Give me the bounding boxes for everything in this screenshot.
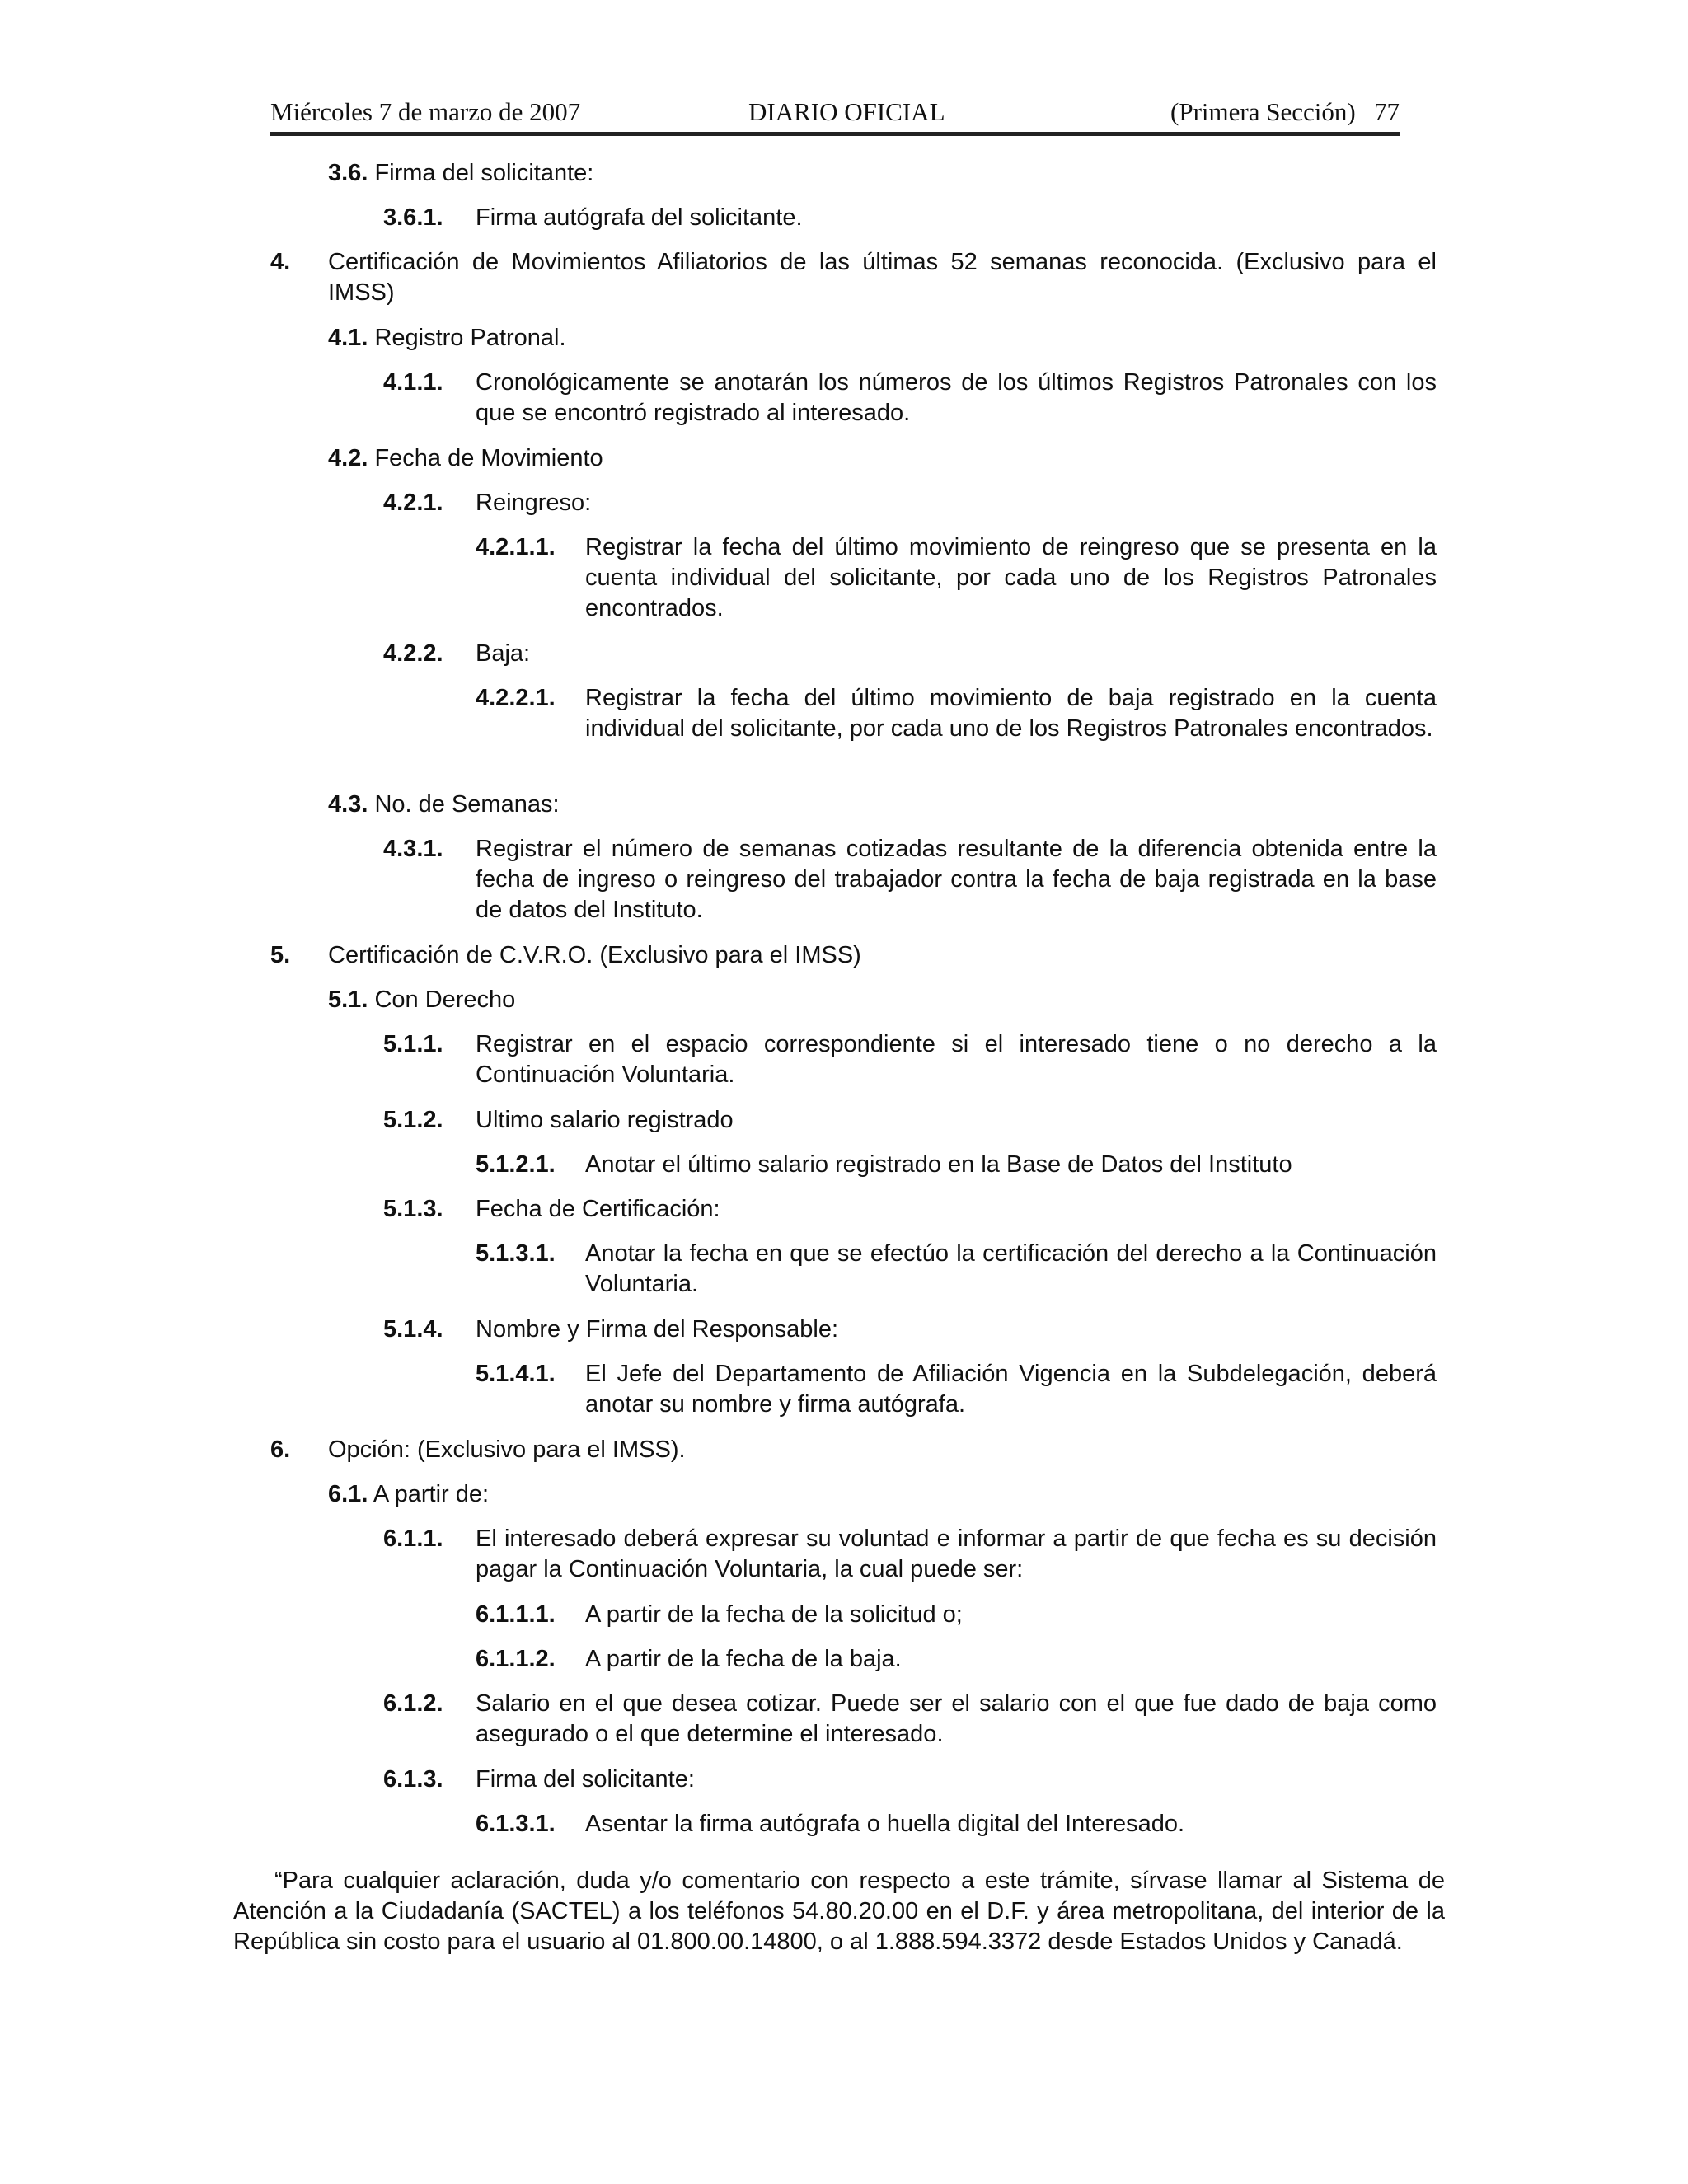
item-number: 5.1.2. (383, 1107, 443, 1133)
item-number: 4.2.1. (383, 490, 443, 516)
item-text: El Jefe del Departamento de Afiliación Vigencia en la Subdelegación, deberá anotar su nombre y firma autógrafa. (585, 1361, 1437, 1418)
list-item-5-1-2 (383, 1105, 1437, 1136)
item-number: 5.1.3. (383, 1196, 443, 1222)
item-text: Certificación de Movimientos Afiliatorios de las últimas 52 semanas reconocida. (Exclusivo para el IMSS) (328, 249, 1437, 306)
list-item-4 (270, 247, 1437, 308)
page-header (270, 92, 1400, 136)
item-text: A partir de: (373, 1481, 490, 1507)
list-item-5-1-1 (383, 1029, 1437, 1090)
item-number: 5.1.4.1. (476, 1361, 556, 1387)
item-text: Con Derecho (374, 987, 516, 1013)
item-number: 5.1.4. (383, 1316, 443, 1343)
item-number: 4.1. (328, 325, 368, 351)
list-item-6-1-1-1 (476, 1600, 1437, 1630)
item-text: A partir de la fecha de la baja. (585, 1646, 902, 1672)
list-item-6 (270, 1435, 1437, 1465)
list-item-5-1-2-1 (476, 1150, 1437, 1180)
item-text: Registrar la fecha del último movimiento de baja registrado en la cuenta individual del solicitante, por cada uno de los Registros Patronales encontrados. (585, 685, 1437, 742)
item-text: Fecha de Movimiento (374, 445, 603, 471)
header-journal-title: DIARIO OFICIAL (748, 97, 945, 126)
list-item-4-1-1 (383, 368, 1437, 429)
list-item-6-1-2 (383, 1689, 1437, 1750)
list-item-4-2-1-1 (476, 532, 1437, 624)
list-item-5-1-4 (383, 1315, 1437, 1345)
item-number: 4.2.1.1. (476, 534, 556, 560)
item-number: 6.1.3.1. (476, 1811, 556, 1837)
list-item-4-2 (328, 443, 1437, 474)
item-number: 4. (270, 249, 291, 275)
list-item-4-3 (328, 790, 1437, 820)
header-section: (Primera Sección) (1170, 97, 1356, 126)
item-text: Registrar el número de semanas cotizadas resultante de la diferencia obtenida entre la fecha de ingreso o reingreso del trabajador contra la fecha de baja registrada en la base de datos del Instituto. (476, 836, 1437, 923)
list-item-4-2-2 (383, 639, 1437, 669)
list-item-5 (270, 940, 1437, 971)
item-text: Firma del solicitante: (374, 160, 594, 186)
item-text: Anotar el último salario registrado en la Base de Datos del Instituto (585, 1151, 1292, 1178)
item-number: 6.1.2. (383, 1690, 443, 1717)
item-text: Anotar la fecha en que se efectúo la certificación del derecho a la Continuación Voluntaria. (585, 1240, 1437, 1297)
list-item-6-1-1-2 (476, 1644, 1437, 1675)
list-item-5-1-3-1 (476, 1239, 1437, 1300)
list-item-4-3-1 (383, 834, 1437, 926)
header-page-number: 77 (1374, 97, 1400, 126)
list-item-5-1-4-1 (476, 1359, 1437, 1420)
list-item-4-2-1 (383, 488, 1437, 518)
list-item-3-6 (328, 158, 1437, 189)
list-item-3-6-1 (383, 203, 1437, 233)
list-item-5-1-3 (383, 1194, 1437, 1225)
list-item-4-2-2-1 (476, 683, 1437, 744)
item-number: 4.3. (328, 791, 368, 818)
item-text: Nombre y Firma del Responsable: (476, 1316, 839, 1343)
item-text: Certificación de C.V.R.O. (Exclusivo para el IMSS) (328, 942, 861, 968)
item-number: 3.6.1. (383, 204, 443, 231)
item-text: A partir de la fecha de la solicitud o; (585, 1601, 963, 1628)
item-number: 4.2.2. (383, 640, 443, 667)
list-item-6-1 (328, 1479, 1437, 1510)
item-number: 6.1.3. (383, 1766, 443, 1793)
item-text: Reingreso: (476, 490, 592, 516)
list-item-6-1-3 (383, 1765, 1437, 1795)
item-text: Registrar la fecha del último movimiento de reingreso que se presenta en la cuenta individual del solicitante, por cada uno de los Registros Patronales encontrados. (585, 534, 1437, 621)
item-number: 6.1.1.1. (476, 1601, 556, 1628)
item-number: 4.2. (328, 445, 368, 471)
item-text: Baja: (476, 640, 531, 667)
item-number: 4.3.1. (383, 836, 443, 862)
list-item-5-1 (328, 985, 1437, 1015)
item-number: 5.1.1. (383, 1031, 443, 1057)
item-text: No. de Semanas: (374, 791, 560, 818)
item-text: Firma autógrafa del solicitante. (476, 204, 803, 231)
list-item-6-1-3-1 (476, 1809, 1437, 1840)
item-text: El interesado deberá expresar su voluntad e informar a partir de que fecha es su decisión pagar la Continuación Voluntaria, la cual puede ser: (476, 1526, 1437, 1582)
item-text: Salario en el que desea cotizar. Puede ser el salario con el que fue dado de baja como asegurado o el que determine el interesado. (476, 1690, 1437, 1747)
item-number: 6.1.1.2. (476, 1646, 556, 1672)
item-number: 6. (270, 1436, 291, 1463)
item-text: Fecha de Certificación: (476, 1196, 720, 1222)
item-number: 4.1.1. (383, 369, 443, 396)
item-text: Cronológicamente se anotarán los números de los últimos Registros Patronales con los que se encontró registrado al interesado. (476, 369, 1437, 426)
header-date: Miércoles 7 de marzo de 2007 (270, 97, 581, 126)
item-text: Registro Patronal. (374, 325, 566, 351)
list-item-4-1 (328, 323, 1437, 354)
item-number: 5. (270, 942, 291, 968)
item-number: 5.1. (328, 987, 368, 1013)
item-number: 4.2.2.1. (476, 685, 556, 711)
item-number: 6.1. (328, 1481, 368, 1507)
item-number: 3.6. (328, 160, 368, 186)
item-number: 6.1.1. (383, 1526, 443, 1552)
item-text: Opción: (Exclusivo para el IMSS). (328, 1436, 686, 1463)
item-text: Ultimo salario registrado (476, 1107, 734, 1133)
list-item-6-1-1 (383, 1524, 1437, 1585)
item-number: 5.1.3.1. (476, 1240, 556, 1267)
closing-note: “Para cualquier aclaración, duda y/o comentario con respecto a este trámite, sírvase llamar al Sistema de Atención a la Ciudadanía (SACTEL) a los teléfonos 54.80.20.00 en el D.F. y área metropolitana, del interior de la República sin costo para el usuario al 01.800.00.14800, o al 1.888.594.3372 desde Estados Unidos y Canadá. (233, 1868, 1445, 1955)
item-text: Registrar en el espacio correspondiente si el interesado tiene o no derecho a la Continuación Voluntaria. (476, 1031, 1437, 1088)
item-number: 5.1.2.1. (476, 1151, 556, 1178)
item-text: Asentar la firma autógrafa o huella digital del Interesado. (585, 1811, 1185, 1837)
item-text: Firma del solicitante: (476, 1766, 695, 1793)
